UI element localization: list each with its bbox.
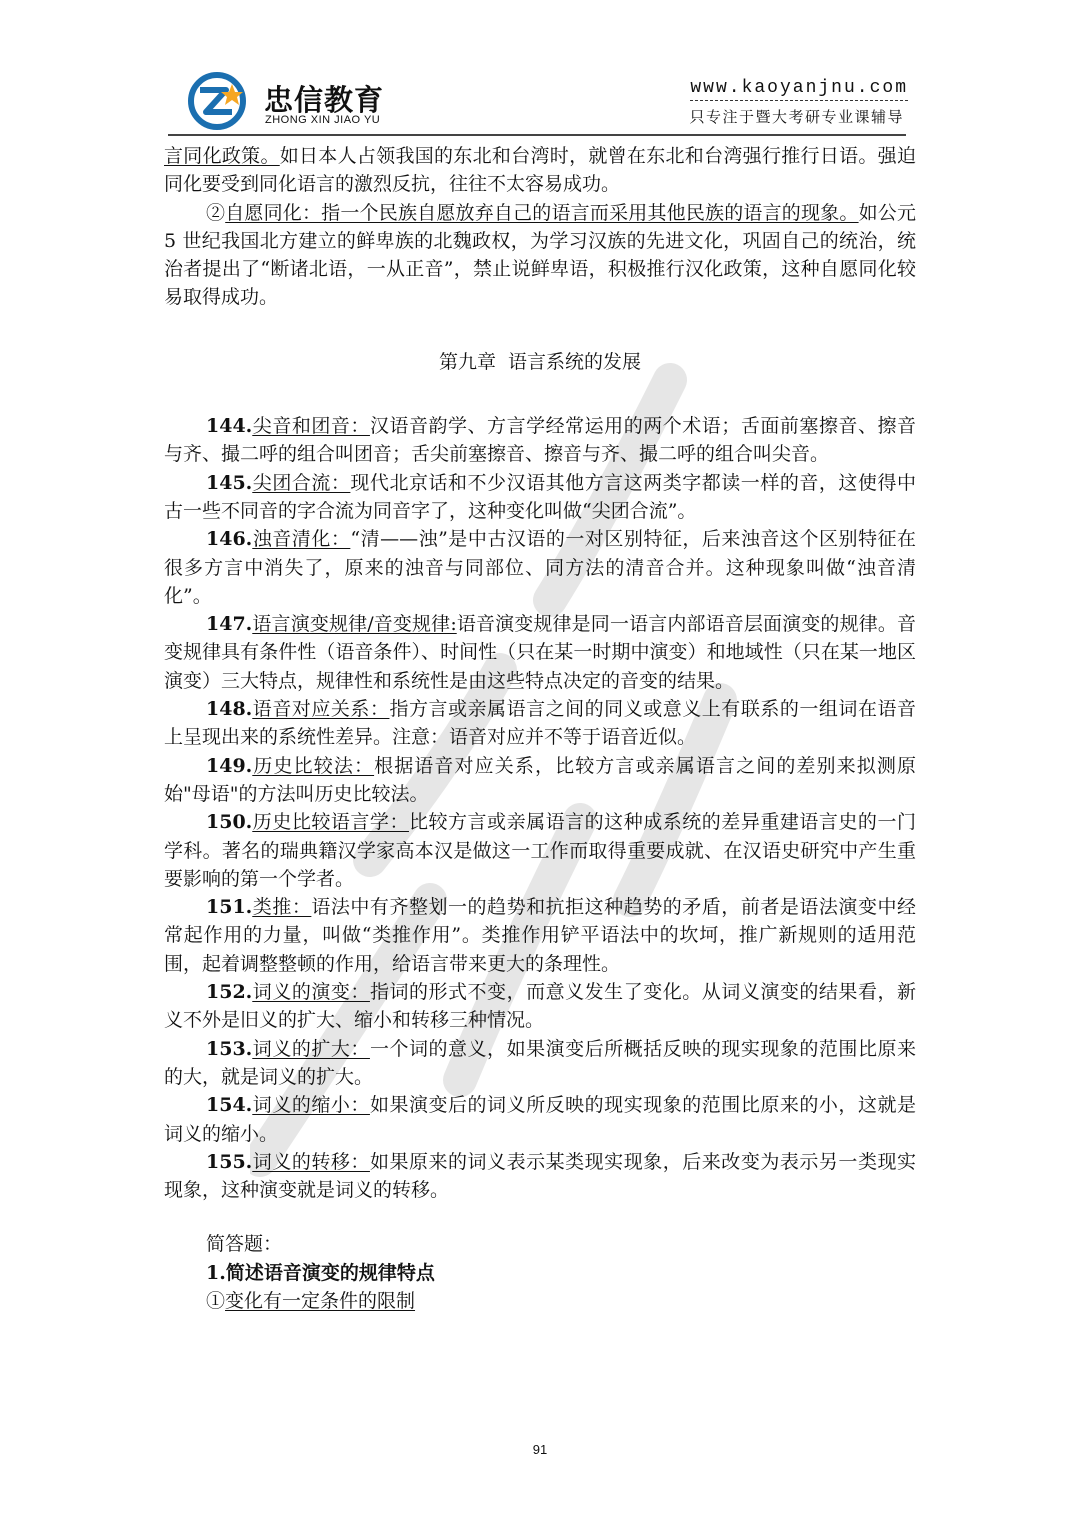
term-number: 147. — [206, 613, 253, 636]
chapter-number: 第九章 — [438, 350, 496, 373]
term-definition: 汉语音韵学、方言学经常运用的两个术语；舌面前塞擦音、擦音与齐、撮二呼的组合叫团音；舌尖前塞擦音、擦音与齐、撮二呼的组合叫尖音。 — [164, 415, 916, 466]
term-name: 词义的演变： — [252, 981, 370, 1004]
site-url: www.kaoyanjnu.com — [690, 78, 908, 101]
term-definition: 现代北京话和不少汉语其他方言这两类字都读一样的音，这使得中古一些不同音的字合流为同音字了，这种变化叫做“尖团合流”。 — [164, 471, 916, 522]
page-content — [164, 142, 916, 1315]
term-number: 151. — [206, 896, 253, 919]
term-definition: 一个词的意义，如果演变后所概括反映的现实现象的范围比原来的大，就是词义的扩大。 — [164, 1037, 916, 1088]
term-number: 152. — [206, 981, 253, 1004]
list-marker: ① — [206, 1289, 226, 1312]
term-name: 词义的转移： — [252, 1150, 370, 1173]
short-answer-heading: 简答题： — [206, 1233, 283, 1256]
term-entry — [164, 469, 916, 526]
term-entry — [164, 610, 916, 695]
term-entry — [164, 525, 916, 610]
term-name: 类推： — [252, 896, 312, 919]
term-number: 155. — [206, 1150, 253, 1173]
term-entry — [164, 893, 916, 978]
term-definition: 如果原来的词义表示某类现实现象，后来改变为表示另一类现实现象，这种演变就是词义的转移。 — [164, 1150, 916, 1202]
term-name: 尖音和团音： — [252, 415, 370, 438]
chapter-heading — [164, 348, 916, 376]
term-entry — [164, 752, 916, 809]
term-entry — [164, 1035, 916, 1092]
term-name: 历史比较法： — [252, 754, 375, 777]
term-number: 148. — [206, 698, 253, 721]
brand-name-cn: 忠信教育 — [264, 83, 385, 117]
term-definition: 比较方言或亲属语言的这种成系统的差异重建语言史的一门学科。著名的瑞典籍汉学家高本汉是做这一工作而取得重要成就、在汉语史研究中产生重要影响的第一个学者。 — [164, 811, 916, 890]
term-name: 语音对应关系： — [252, 698, 390, 721]
term-entry — [164, 1091, 916, 1148]
page-number: 91 — [532, 1442, 548, 1457]
tagline: 只专注于暨大考研专业课辅导 — [689, 108, 904, 126]
list-marker: ② — [206, 201, 226, 224]
term-definition: 指方言或亲属语言之间的同义或意义上有联系的一组词在语音上呈现出来的系统性差异。注意：语音对应并不等于语音近似。 — [164, 698, 916, 749]
term-entry — [164, 695, 916, 752]
term-number: 153. — [206, 1037, 253, 1060]
paragraph-text: 如公元 5 世纪我国北方建立的鲜卑族的北魏政权，为学习汉族的先进文化，巩固自己的统治，统治者提出了“断诸北语，一从正音”，禁止说鲜卑语，积极推行汉化政策，这种自愿同化较易取得成功。 — [164, 201, 916, 309]
term-number: 146. — [206, 528, 253, 551]
underlined-phrase: 变化有一定条件的限制 — [225, 1289, 416, 1312]
term-definition: “清——浊”是中古汉语的一对区别特征，后来浊音这个区别特征在很多方言中消失了，原来的浊音与同部位、同方法的清音合并。这种现象叫做“浊音清化”。 — [164, 528, 916, 607]
underlined-phrase: 言同化政策。 — [164, 145, 280, 167]
term-number: 154. — [206, 1094, 253, 1117]
term-entry — [164, 412, 916, 469]
term-number: 150. — [206, 811, 253, 834]
underlined-phrase: 自愿同化：指一个民族自愿放弃自己的语言而采用其他民族的语言的现象。 — [225, 201, 859, 224]
term-entry — [164, 808, 916, 893]
term-name: 浊音清化： — [252, 528, 351, 551]
term-name: 尖团合流： — [252, 471, 351, 494]
term-name: 词义的缩小： — [252, 1094, 370, 1117]
paragraph-forced-assimilation — [164, 142, 916, 199]
zx-star-logo-icon — [186, 70, 248, 132]
term-name: 词义的扩大： — [252, 1037, 370, 1060]
term-entry — [164, 978, 916, 1035]
answer-point — [164, 1287, 916, 1315]
chapter-title: 语言系统的发展 — [508, 350, 642, 373]
term-name: 历史比较语言学： — [252, 811, 409, 834]
term-name: 语言演变规律/音变规律: — [252, 613, 457, 636]
term-definition: 语音演变规律是同一语言内部语音层面演变的规律。音变规律具有条件性（语音条件）、时间性（只在某一时期中演变）和地域性（只在某一地区演变）三大特点，规律性和系统性是由这些特点决定的音变的结果。 — [164, 613, 916, 692]
paragraph-text: 如日本人占领我国的东北和台湾时，就曾在东北和台湾强行推行日语。强迫同化要受到同化语言的激烈反抗，往往不太容易成功。 — [164, 145, 916, 196]
term-definition: 语法中有齐整划一的趋势和抗拒这种趋势的矛盾，前者是语法演变中经常起作用的力量，叫做“类推作用”。类推作用铲平语法中的坎坷，推广新规则的适用范围，起着调整整顿的作用，给语言带来更大的条理性。 — [164, 896, 916, 975]
term-number: 149. — [206, 754, 253, 777]
header-divider — [168, 134, 906, 136]
page-header — [168, 62, 908, 134]
term-entry — [164, 1148, 916, 1205]
paragraph-voluntary-assimilation — [164, 199, 916, 312]
term-definition: 如果演变后的词义所反映的现实现象的范围比原来的小，这就是词义的缩小。 — [164, 1094, 916, 1145]
term-number: 145. — [206, 471, 253, 494]
term-list — [164, 412, 916, 1204]
term-number: 144. — [206, 415, 253, 438]
question-title: 1.简述语音演变的规律特点 — [206, 1261, 435, 1284]
brand-name-en: ZHONG XIN JIAO YU — [265, 114, 381, 126]
section-gap — [164, 1204, 916, 1230]
term-definition: 根据语音对应关系，比较方言或亲属语言之间的差别来拟测原始"母语"的方法叫历史比较法。 — [164, 754, 916, 805]
term-definition: 指词的形式不变，而意义发生了变化。从词义演变的结果看，新义不外是旧义的扩大、缩小和转移三种情况。 — [164, 981, 916, 1032]
